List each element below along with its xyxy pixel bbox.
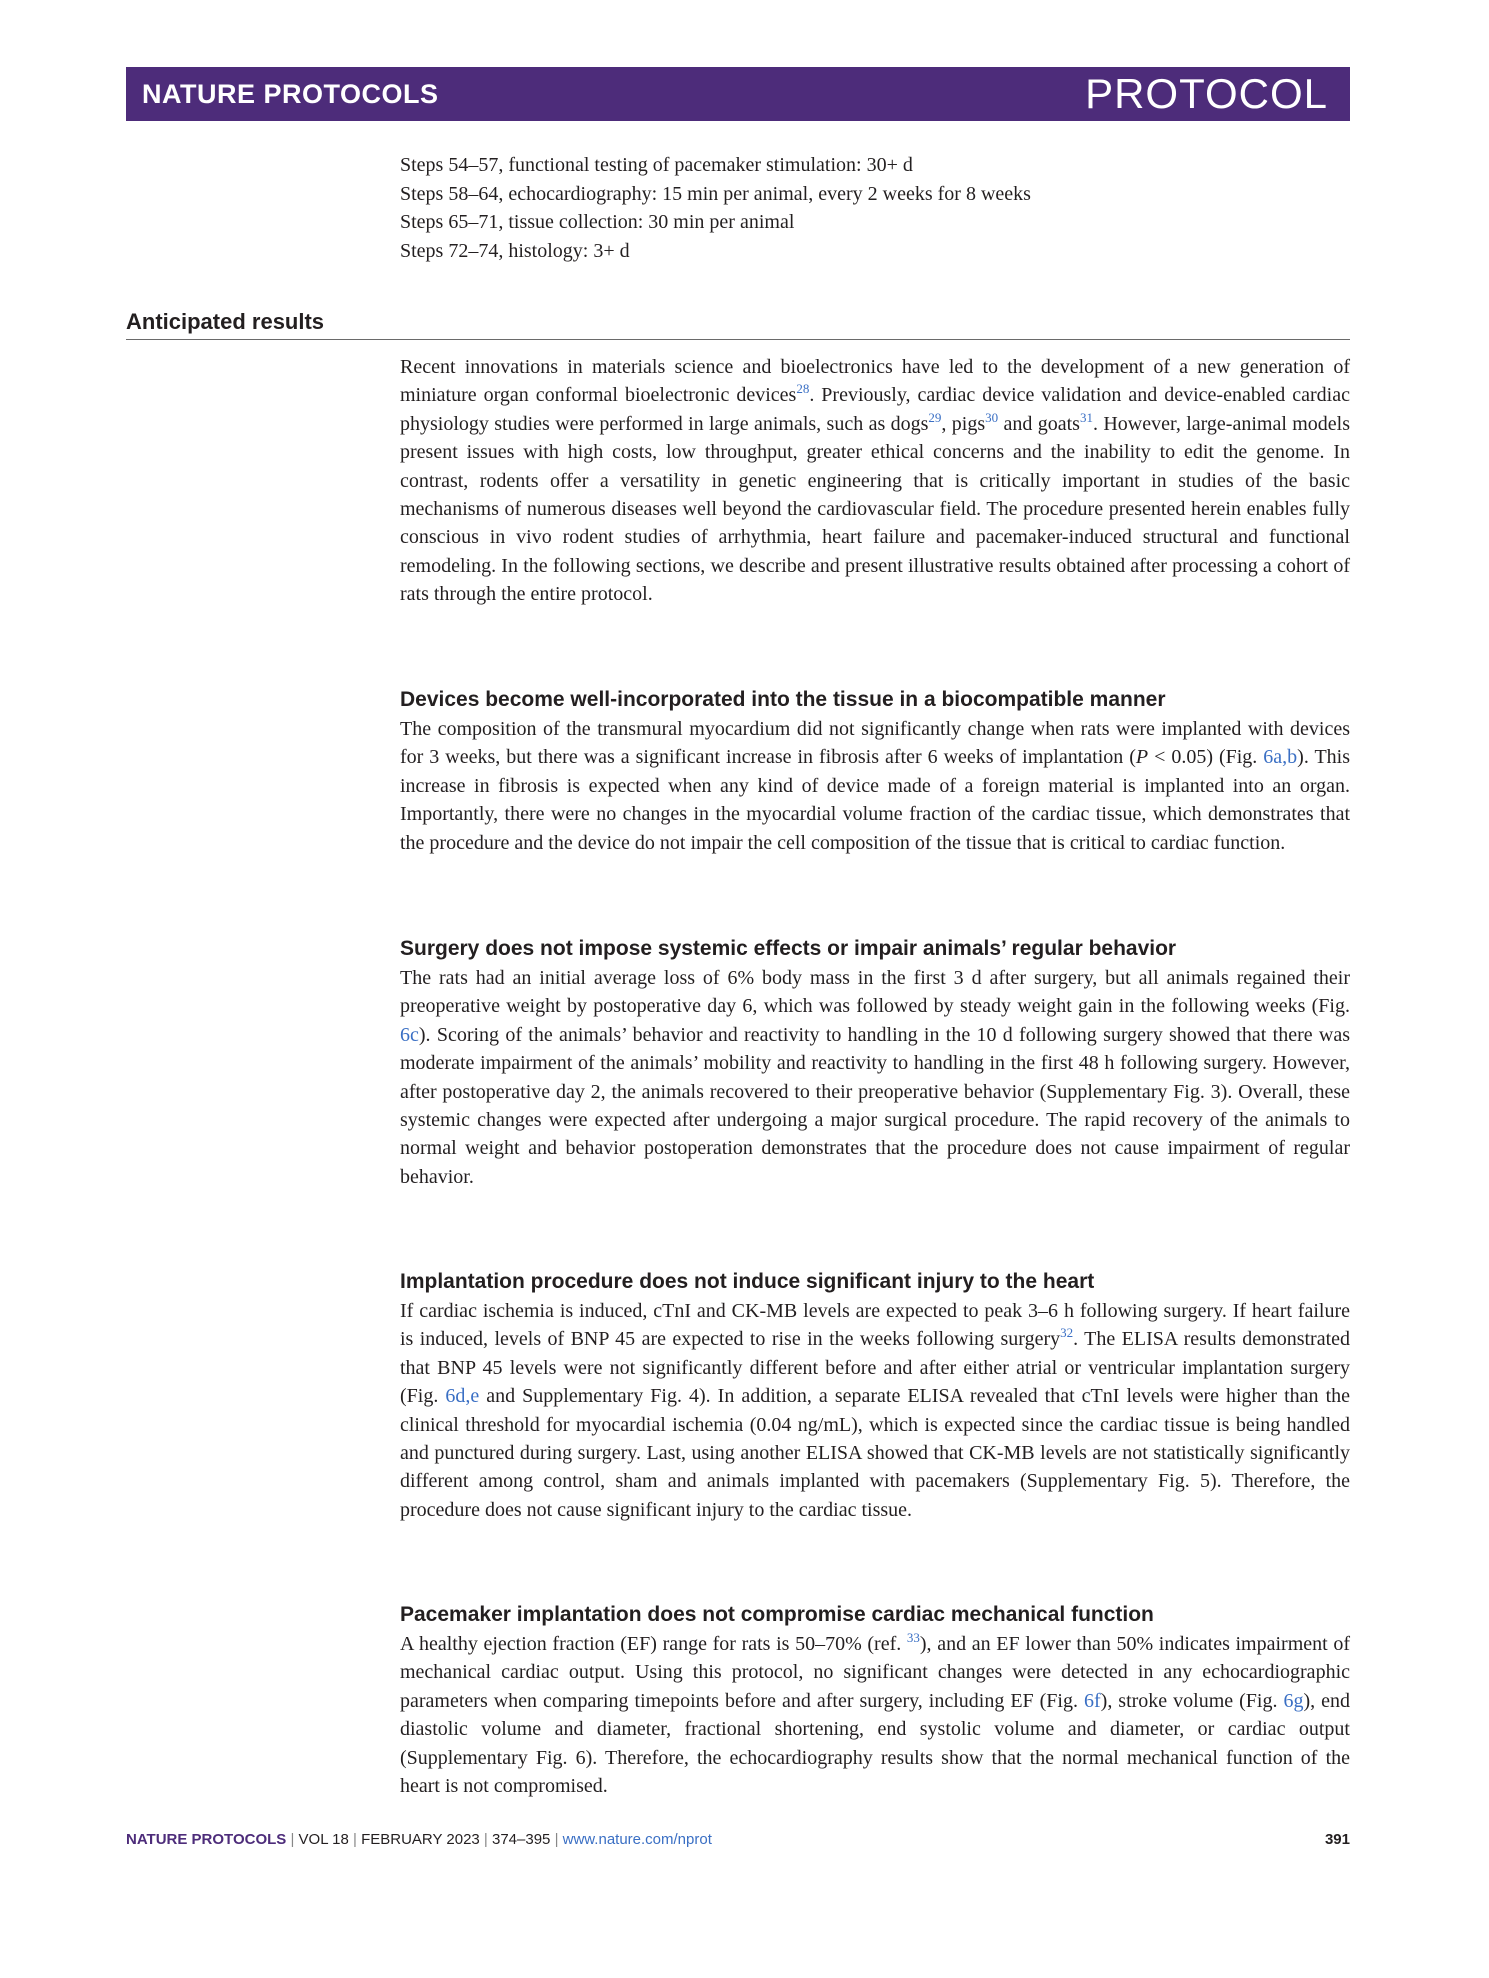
subsection-title: Surgery does not impose systemic effects or impair animals’ regular behavior [400, 937, 1177, 960]
subsection-paragraph: If cardiac ischemia is induced, cTnI and CK-MB levels are expected to peak 3–6 h following surgery. If heart failure is induced, levels of BNP 45 are expected to rise in the weeks following surgery$^{32}$. The ELISA results demonstrated that BNP 45 levels were not significantly different before and after either atrial or ventricular implantation surgery (Fig. 6d,e and Supplementary Fig. 4). In addition, a separate ELISA revealed that cTnI levels were higher than the clinical threshold for myocardial ischemia (0.04 ng/mL), which is expected since the cardiac tissue is being handled and punctured during surgery. Last, using another ELISA showed that CK-MB levels are not statistically significantly different among control, sham and animals implanted with pacemakers (Supplementary Fig. 5). Therefore, the procedure does not cause significant injury to the cardiac tissue. [400, 1300, 1351, 1521]
footer-date: FEBRUARY 2023 [361, 1831, 480, 1848]
article-type: PROTOCOL [1085, 70, 1328, 117]
reference-link[interactable]: 29 [928, 409, 942, 425]
page-number: 391 [1324, 1831, 1350, 1848]
reference-link[interactable]: 30 [985, 409, 999, 425]
timing-line: Steps 65–71, tissue collection: 30 min per animal [400, 211, 795, 234]
subsection-paragraph: The composition of the transmural myocardium did not significantly change when rats were implanted with devices for 3 weeks, but there was a significant increase in fibrosis after 6 weeks of implantation (P < 0.05) (Fig. 6a,b). This increase in fibrosis is expected when any kind of device made of a foreign material is implanted into an organ. Importantly, there were no changes in the myocardial volume fraction of the cardiac tissue, which demonstrates that the procedure and the device do not impair the cell composition of the tissue that is critical to cardiac function. [400, 718, 1351, 854]
section-title: Anticipated results [126, 309, 325, 334]
subsection-title: Pacemaker implantation does not compromise cardiac mechanical function [400, 1603, 1154, 1626]
footer-url-link[interactable]: www.nature.com/nprot [562, 1831, 712, 1848]
timing-list [400, 151, 1031, 266]
reference-link[interactable]: 31 [1079, 409, 1093, 425]
intro-paragraph: Recent innovations in materials science and bioelectronics have led to the development of a new generation of miniature organ conformal bioelectronic devices$^{28}$. Previously, cardiac device validation and device-enabled cardiac physiology studies were performed in large animals, such as dogs$^{29}$, pigs$^{30}$ and goats$^{31}$. However, large-animal models present issues with high costs, low throughput, greater ethical concerns and the inability to edit the genome. In contrast, rodents offer a versatility in genetic engineering that is critically important in studies of the basic mechanisms of numerous diseases well beyond the cardiovascular field. The procedure presented herein enables fully conscious in vivo rodent studies of arrhythmia, heart failure and pacemaker-induced structural and functional remodeling. In the following sections, we describe and present illustrative results obtained after processing a cohort of rats through the entire protocol. [400, 356, 1351, 606]
footer-journal: NATURE PROTOCOLS [126, 1831, 287, 1848]
page-footer: NATURE PROTOCOLS | VOL 18 | FEBRUARY 2023 | 374–395 | www.nature.com/nprot 391 [126, 1831, 1350, 1848]
reference-link[interactable]: 33 [906, 1630, 920, 1645]
subsection-title: Devices become well-incorporated into the tissue in a biocompatible manner [400, 688, 1166, 711]
figure-link[interactable]: 6d,e [445, 1385, 480, 1408]
timing-line: Steps 54–57, functional testing of pacemaker stimulation: 30+ d [400, 154, 913, 176]
figure-link[interactable]: 6f [1083, 1689, 1101, 1712]
reference-link[interactable]: 28 [796, 381, 810, 397]
footer-volume: VOL 18 [298, 1831, 349, 1848]
figure-link[interactable]: 6c [400, 1023, 419, 1046]
figure-link[interactable]: 6a,b [1263, 746, 1298, 769]
timing-line: Steps 58–64, echocardiography: 15 min per animal, every 2 weeks for 8 weeks [400, 182, 1031, 205]
figure-link[interactable]: 6g [1283, 1689, 1304, 1712]
subsection-paragraph: The rats had an initial average loss of 6% body mass in the first 3 d after surgery, but all animals regained their preoperative weight by postoperative day 6, which was followed by steady weight gain in the following weeks (Fig. 6c). Scoring of the animals’ behavior and reactivity to handling in the 10 d following surgery showed that there was moderate impairment of the animals’ mobility and reactivity to handling in the first 48 h following surgery. However, after postoperative day 2, the animals recovered to their preoperative behavior (Supplementary Fig. 3). Overall, these systemic changes were expected after undergoing a major surgical procedure. The rapid recovery of the animals to normal weight and behavior postoperation demonstrates that the procedure does not cause impairment of regular behavior. [400, 967, 1350, 1188]
journal-name: NATURE PROTOCOLS [142, 79, 439, 109]
footer-pages: 374–395 [492, 1831, 551, 1848]
journal-header-bar [126, 67, 1350, 121]
subsection-title: Implantation procedure does not induce significant injury to the heart [400, 1270, 1095, 1293]
timing-line: Steps 72–74, histology: 3+ d [400, 240, 630, 263]
subsection-paragraph: A healthy ejection fraction (EF) range for rats is 50–70% (ref. $^{33}$), and an EF lower than 50% indicates impairment of mechanical cardiac output. Using this protocol, no significant changes were detected in any echocardiographic parameters when comparing timepoints before and after surgery, including EF (Fig. 6f), stroke volume (Fig. 6g), end diastolic volume and diameter, fractional shortening, end systolic volume and diameter, or cardiac output (Supplementary Fig. 6). Therefore, the echocardiography results show that the normal mechanical function of the heart is not compromised. [400, 1630, 1350, 1798]
reference-link[interactable]: 32 [1060, 1325, 1074, 1341]
section-divider [126, 339, 1350, 340]
